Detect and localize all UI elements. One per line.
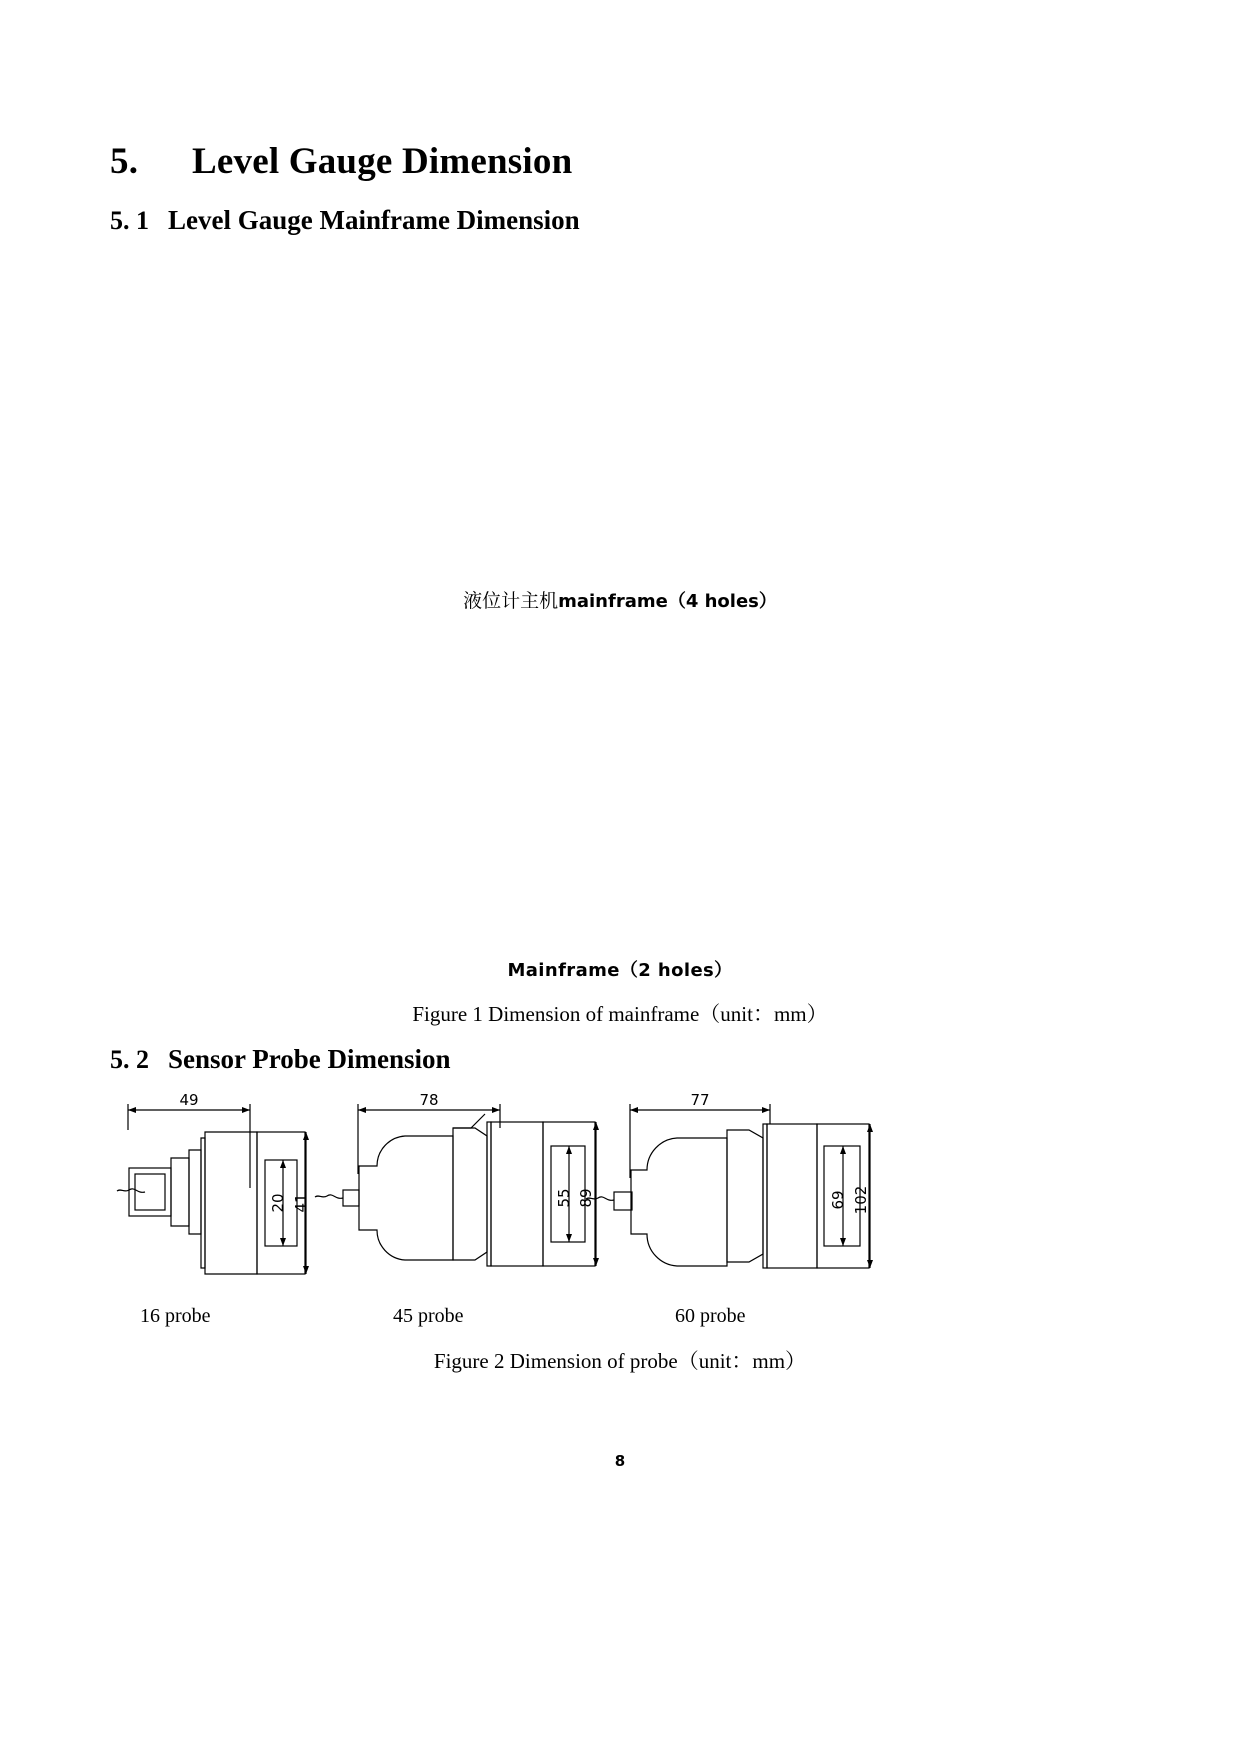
page-number: 8 <box>614 1452 626 1470</box>
figure1-mid-label: Mainframe（2 holes） <box>507 960 733 981</box>
figure2-probe-labels <box>110 1305 920 1331</box>
probe-dimension-svg <box>110 1088 920 1298</box>
probe-60-inner-dim: 69 <box>829 1190 847 1210</box>
section-title-text: Level Gauge Dimension <box>192 141 573 182</box>
figure1-caption: Figure 1 Dimension of mainframe（unit：mm） <box>412 1002 828 1026</box>
probe-60-outer-dim: 102 <box>852 1185 870 1215</box>
figure1-top-label-cn: 液位计主机 <box>463 590 559 612</box>
subsection-2-title-text: Sensor Probe Dimension <box>168 1044 451 1074</box>
probe-45-drawing <box>315 1104 599 1266</box>
probe-45-width-dim: 78 <box>419 1091 439 1109</box>
probe-16-outer-dim: 41 <box>292 1193 310 1213</box>
subsection-2-heading <box>110 1044 451 1075</box>
figure1-top-label-en: mainframe（4 holes） <box>558 591 777 612</box>
probe-16-inner-dim: 20 <box>269 1193 287 1213</box>
probe-60-label: 60 probe <box>675 1305 746 1327</box>
probe-45-label: 45 probe <box>393 1305 464 1327</box>
section-heading <box>110 140 572 183</box>
subsection-1-title-text: Level Gauge Mainframe Dimension <box>168 205 580 235</box>
probe-45-inner-dim: 55 <box>555 1188 573 1208</box>
figure2-caption: Figure 2 Dimension of probe（unit：mm） <box>433 1349 807 1373</box>
subsection-1-heading <box>110 205 580 236</box>
subsection-1-number: 5. 1 <box>110 206 149 235</box>
probe-16-label: 16 probe <box>140 1305 211 1327</box>
probe-45-outer-dim: 89 <box>577 1188 595 1208</box>
figure2-drawing <box>110 1088 920 1298</box>
figure1-top-label <box>110 586 1130 613</box>
probe-16-drawing <box>117 1104 309 1274</box>
probe-60-drawing <box>586 1104 873 1268</box>
probe-60-width-dim: 77 <box>690 1091 710 1109</box>
probe-16-width-dim: 49 <box>179 1091 199 1109</box>
subsection-2-number: 5. 2 <box>110 1045 149 1074</box>
section-number: 5. <box>110 141 139 182</box>
